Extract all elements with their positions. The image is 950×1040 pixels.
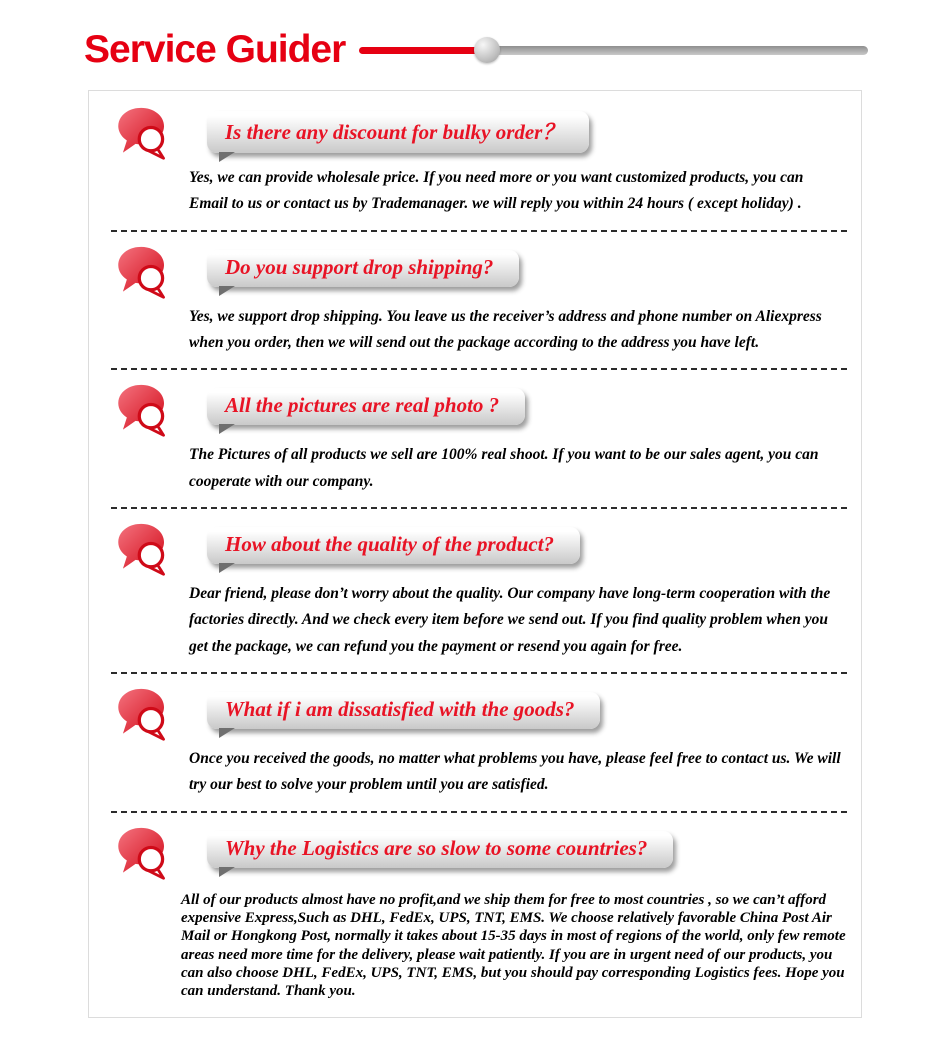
- page-title: Service Guider: [84, 28, 346, 71]
- faq-item-head: [89, 105, 861, 163]
- chat-bubbles-icon: [115, 105, 173, 163]
- dashed-divider: [111, 368, 847, 370]
- answer-text: Yes, we support drop shipping. You leave us the receiver’s address and phone number on Aliexpress when you order, then we will send out the package according to the address you have left.: [189, 307, 822, 352]
- dashed-divider: [111, 672, 847, 674]
- question-text: Why the Logistics are so slow to some countries?: [225, 835, 648, 860]
- faq-item: [89, 521, 861, 660]
- faq-item: [89, 244, 861, 357]
- faq-panel: [88, 90, 862, 1018]
- chat-bubbles-icon: [115, 244, 173, 302]
- question-text: What if i am dissatisfied with the goods?: [225, 697, 575, 722]
- dashed-divider: [111, 507, 847, 509]
- question-banner: [207, 388, 525, 425]
- answer-text: Dear friend, please don’t worry about the quality. Our company have long-term cooperation with the factories directly. And we check every item before we send out. If you find quality problem when you get the package, we can refund you the payment or resend you again for free.: [189, 585, 831, 655]
- chat-bubbles-icon: [115, 825, 173, 883]
- answer-text: Yes, we can provide wholesale price. If you need more or you want customized products, you can Email to us or contact us by Trademanager. we will reply you within 24 hours ( except holiday) .: [189, 169, 804, 213]
- answer-text: Once you received the goods, no matter what problems you have, please feel free to contact us. We will try our best to solve your problem until you are satisfied.: [189, 750, 841, 794]
- faq-item: [89, 105, 861, 218]
- faq-item: [89, 686, 861, 799]
- chat-bubbles-icon: [115, 521, 173, 579]
- chat-bubbles-icon: [115, 382, 173, 440]
- question-text: How about the quality of the product?: [225, 532, 555, 557]
- faq-item-head: [89, 521, 861, 579]
- question-banner: [207, 111, 589, 153]
- divider-knob-icon: [474, 37, 500, 63]
- question-text: All the pictures are real photo ?: [225, 393, 500, 418]
- faq-item: [89, 825, 861, 1001]
- title-divider: [359, 37, 868, 63]
- faq-item: [89, 382, 861, 495]
- question-banner: [207, 250, 519, 287]
- faq-item-head: [89, 244, 861, 302]
- question-text: Is there any discount for bulky order？: [225, 120, 564, 144]
- divider-red-track: [359, 47, 477, 54]
- question-banner: [207, 831, 673, 868]
- dashed-divider: [111, 811, 847, 813]
- chat-bubbles-icon: [115, 686, 173, 744]
- divider-gray-track: [497, 46, 868, 55]
- answer-text: The Pictures of all products we sell are 100% real shoot. If you want to be our sales agent, you can cooperate with our company.: [189, 446, 819, 490]
- answer-text: All of our products almost have no profit,and we ship them for free to most countries , so we can’t afford expensive Express,Such as DHL, FedEx, UPS, TNT, EMS. We choose relatively favorable China Post Air Mail or Hongkong Post, normally it takes about 15-35 days in most of regions of the world, only few remote areas need more time for the delivery, please wait patiently. If you are in urgent need of our products, you can also choose DHL, FedEx, UPS, TNT, EMS, but you should pay corresponding Logistics fees. Hope you can understand. Thank you.: [181, 891, 846, 1000]
- faq-item-head: [89, 382, 861, 440]
- header: [0, 0, 950, 72]
- question-banner: [207, 527, 580, 564]
- question-text: Do you support drop shipping?: [225, 254, 494, 279]
- dashed-divider: [111, 230, 847, 232]
- faq-item-head: [89, 686, 861, 744]
- faq-item-head: [89, 825, 861, 883]
- question-banner: [207, 692, 600, 729]
